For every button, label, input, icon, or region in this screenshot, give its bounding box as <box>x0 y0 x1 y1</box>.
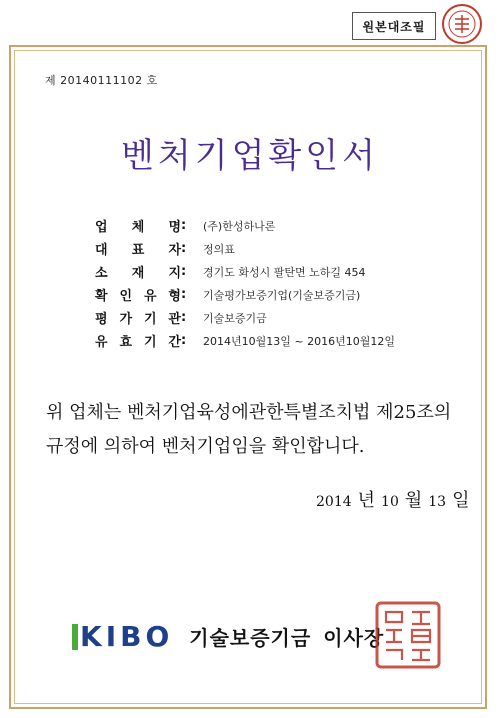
field-label-char: 효 <box>119 335 133 350</box>
document-number: 제 20140111102 호 <box>45 74 158 87</box>
field-row-address <box>95 260 395 283</box>
field-label-char: 확 <box>95 289 108 304</box>
issuer-signature-block <box>72 622 384 651</box>
field-value: 2014년10월13일 ~ 2016년10월12일 <box>203 334 395 348</box>
field-label-char: 명 <box>168 220 181 235</box>
kibo-logo-green-bar <box>72 624 78 650</box>
certificate-fields <box>95 214 395 352</box>
field-row-representative <box>95 237 395 260</box>
year-unit: 년 <box>357 490 376 511</box>
field-label <box>95 239 181 258</box>
field-label-char: 자 <box>168 243 181 258</box>
statement-line-1: 위 업체는 벤처기업육성에관한특별조치법 제25조의 <box>46 402 452 423</box>
field-label-char: 소 <box>95 266 108 281</box>
field-label-char: 평 <box>95 312 108 327</box>
field-value: 기술보증기금 <box>203 311 267 325</box>
field-label-char: 대 <box>95 243 108 258</box>
field-colon: : <box>181 310 187 325</box>
field-label-char: 지 <box>168 266 181 281</box>
field-label-char: 재 <box>131 266 145 281</box>
field-label-char: 체 <box>131 220 145 235</box>
field-value: (주)한성하나론 <box>203 219 276 233</box>
field-label-char: 기 <box>143 335 157 350</box>
kibo-logo-text: KIBO <box>80 620 174 653</box>
field-label-char: 기 <box>143 312 157 327</box>
field-label-char: 형 <box>168 289 181 304</box>
field-value: 정의표 <box>203 242 235 256</box>
field-label <box>95 285 181 304</box>
field-label <box>95 262 181 281</box>
field-colon: : <box>181 218 187 233</box>
day-unit: 일 <box>452 490 470 511</box>
field-row-evaluation-agency <box>95 306 395 329</box>
official-seal-small-icon <box>441 3 483 45</box>
field-row-confirmation-type <box>95 283 395 306</box>
official-seal-icon <box>374 600 442 670</box>
issuer-organization: 기술보증기금 <box>189 626 312 650</box>
field-colon: : <box>181 287 187 302</box>
field-colon: : <box>181 264 187 279</box>
field-label-char: 유 <box>143 289 157 304</box>
issue-month: 10 <box>381 494 399 510</box>
statement-line-2: 규정에 의하여 벤처기업임을 확인합니다. <box>46 436 365 457</box>
field-colon: : <box>181 241 187 256</box>
field-row-validity-period <box>95 329 395 352</box>
field-row-company <box>95 214 395 237</box>
issuer-role: 이사장 <box>323 626 385 650</box>
field-colon: : <box>181 333 187 348</box>
issue-date <box>316 486 469 512</box>
issue-year: 2014 <box>316 494 352 510</box>
issue-day: 13 <box>428 494 447 510</box>
certification-statement <box>46 396 466 464</box>
field-label <box>95 216 181 235</box>
field-label-char: 가 <box>119 312 133 327</box>
field-label-char: 업 <box>95 220 108 235</box>
field-label <box>95 331 181 350</box>
original-verified-stamp: 원본대조필 <box>352 12 436 40</box>
field-label-char: 관 <box>168 312 181 327</box>
field-value: 경기도 화성시 팔탄면 노하길 454 <box>203 265 366 279</box>
kibo-logo <box>72 620 174 653</box>
field-label-char: 간 <box>168 335 181 350</box>
certificate-title: 벤처기업확인서 <box>121 136 379 176</box>
field-label-char: 인 <box>119 289 133 304</box>
month-unit: 월 <box>404 490 423 511</box>
field-label-char: 표 <box>131 243 145 258</box>
field-value: 기술평가보증기업(기술보증기금) <box>203 288 361 302</box>
field-label-char: 유 <box>95 335 108 350</box>
field-label <box>95 308 181 327</box>
